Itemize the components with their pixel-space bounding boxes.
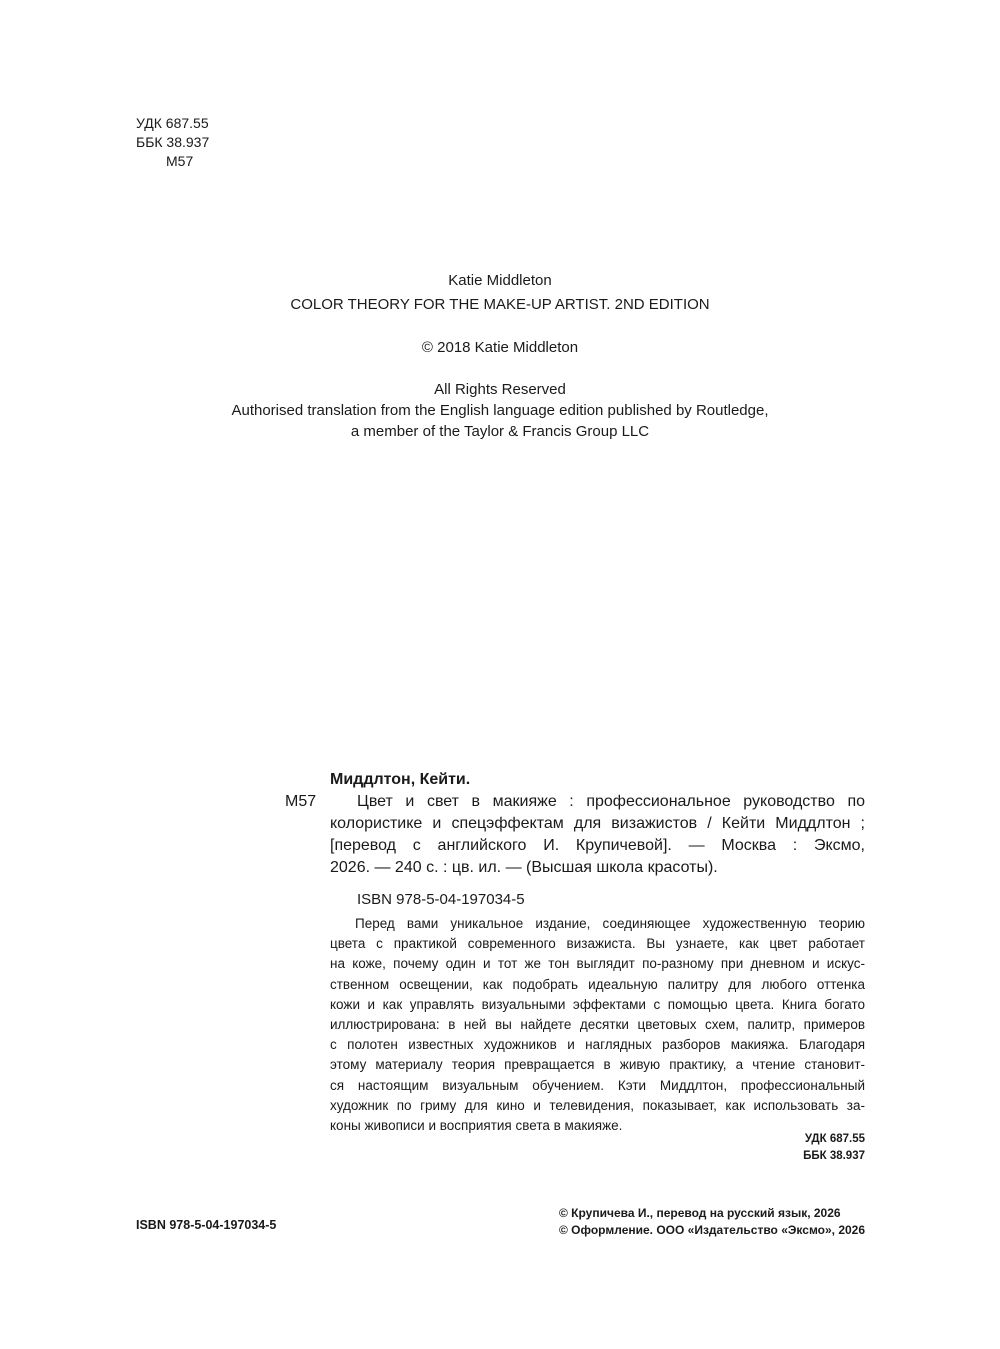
description-line: [перевод с английского И. Крупичевой]. — Москва : Эксмо,	[330, 837, 865, 854]
annotation-line: на коже, почему один и тот же тон выглядит по-разному при дневном и искус-	[330, 956, 865, 972]
rights-line: All Rights Reserved	[434, 381, 566, 398]
annotation-line: ся настоящим визуальным обучением. Кэти Миддлтон, профессиональный	[330, 1077, 865, 1093]
udk-code: УДК 687.55	[136, 115, 209, 131]
author-heading: Миддлтон, Кейти.	[330, 771, 471, 788]
annotation-line: кожи и как управлять визуальными эффектами с помощью цвета. Книга богато	[330, 996, 865, 1012]
description-line: 2026. — 240 с. : цв. ил. — (Высшая школа красоты).	[330, 859, 718, 876]
description-line: Цвет и свет в макияже : профессиональное руководство по	[357, 793, 865, 810]
rights-notice	[0, 379, 1000, 442]
original-title: COLOR THEORY FOR THE MAKE-UP ARTIST. 2ND EDITION	[290, 296, 710, 313]
bibliographic-description-cont	[285, 813, 865, 879]
author-mark: М57	[166, 153, 194, 169]
annotation-line: этому материалу теория превращается в живую практику, а чтение становит-	[330, 1057, 865, 1073]
copyright-line: © Оформление. ООО «Издательство «Эксмо», 2026	[559, 1223, 866, 1237]
bbk-code: ББК 38.937	[136, 134, 210, 150]
annotation-line: коны живописи и восприятия света в макияже.	[330, 1118, 623, 1134]
author-mark-biblio: М57	[285, 793, 317, 810]
annotation-line: ственном освещении, как подобрать идеальную палитру для любого оттенка	[330, 976, 865, 992]
bibliographic-record	[285, 769, 865, 911]
annotation-line: Перед вами уникальное издание, соединяющее художественную теорию	[355, 916, 865, 931]
original-copyright: © 2018 Katie Middleton	[421, 339, 579, 356]
isbn-biblio: ISBN 978-5-04-197034-5	[357, 891, 525, 908]
annotation-line: цвета с практикой современного визажиста. Вы узнаете, как цвет работает	[330, 936, 865, 952]
description-line: колористике и спецэффектам для визажистов / Кейти Миддлтон ;	[330, 815, 865, 832]
copyright-notices	[559, 1205, 865, 1239]
classification-codes-bottom	[803, 1131, 865, 1165]
annotation-line: художник по гриму для кино и телевидения, показывает, как использовать за-	[330, 1097, 865, 1113]
rights-line: a member of the Taylor & Francis Group LLC	[350, 423, 650, 440]
copyright-line: © Крупичева И., перевод на русский язык, 2026	[559, 1206, 841, 1220]
annotation-line: с полотен известных художников и наглядных разборов макияжа. Благодаря	[330, 1037, 865, 1053]
classification-codes	[136, 114, 209, 171]
udk-code-bottom: УДК 687.55	[804, 1133, 865, 1145]
bibliographic-description	[330, 791, 865, 813]
rights-line: Authorised translation from the English language edition published by Routledge,	[231, 402, 769, 419]
annotation-line: иллюстрирована: в ней вы найдете десятки цветовых схем, палитр, примеров	[330, 1017, 865, 1033]
bbk-code-bottom: ББК 38.937	[803, 1150, 865, 1162]
annotation	[330, 914, 865, 1136]
original-author: Katie Middleton	[448, 272, 552, 289]
isbn-bottom: ISBN 978-5-04-197034-5	[136, 1218, 277, 1232]
